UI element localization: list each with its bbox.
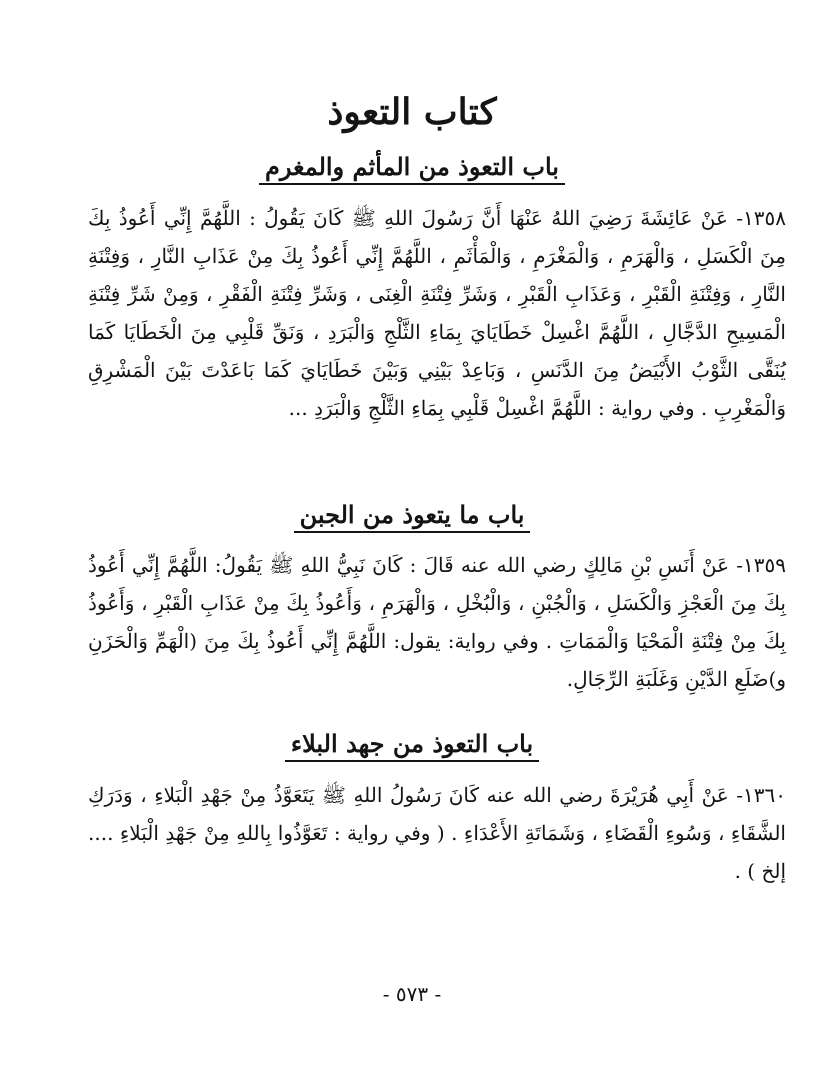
hadith-1358: [88, 199, 786, 427]
chapter-title-3-text: باب التعوذ من جهد البلاء: [285, 729, 539, 762]
hadith-number: ١٣٥٩-: [736, 553, 787, 577]
hadith-text: عَنْ عَائِشَةَ رَضِيَ اللهُ عَنْهَا أَنَّ رَسُولَ اللهِ ﷺ كَانَ يَقُولُ : اللَّهُمَّ إِنِّي أَعُوذُ بِكَ مِنَ الْكَسَلِ ، وَالْهَرَمِ ، وَالْمَغْرَمِ ، وَالْمَأْثَمِ ، اللَّهُمَّ إِنِّي أَعُوذُ بِكَ مِنْ عَذَابِ النَّارِ ، وَفِتْنَةِ النَّارِ ، وَفِتْنَةِ الْقَبْرِ ، وَعَذَابِ الْقَبْرِ ، وَشَرِّ فِتْنَةِ الْغِنَى ، وَشَرِّ فِتْنَةِ الْفَقْرِ ، وَمِنْ شَرِّ فِتْنَةِ الْمَسِيحِ الدَّجَّالِ ، اللَّهُمَّ اغْسِلْ خَطَايَايَ بِمَاءِ الثَّلْجِ وَالْبَرَدِ ، وَنَقِّ قَلْبِي مِنَ الْخَطَايَا كَمَا يُنَقَّى الثَّوْبُ الأَبْيَضُ مِنَ الدَّنَسِ ، وَبَاعِدْ بَيْنِي وَبَيْنَ خَطَايَايَ كَمَا بَاعَدْتَ بَيْنَ الْمَشْرِقِ وَالْمَغْرِبِ . وفي رواية : اللَّهُمَّ اغْسِلْ قَلْبِي بِمَاءِ الثَّلْجِ وَالْبَرَدِ ...: [88, 206, 786, 420]
hadith-number: ١٣٥٨-: [736, 206, 786, 230]
page-number: - ٥٧٣ -: [382, 982, 442, 1006]
hadith-1360: [88, 776, 786, 890]
chapter-title-1-text: باب التعوذ من المأثم والمغرم: [259, 152, 565, 185]
hadith-1359: [88, 546, 786, 698]
hadith-number: ١٣٦٠-: [736, 783, 786, 807]
chapter-title-2-text: باب ما يتعوذ من الجبن: [294, 500, 531, 533]
chapter-title-1: [0, 150, 824, 184]
hadith-text: عَنْ أَنَسِ بْنِ مَالِكٍ رضي الله عنه قَالَ : كَانَ نَبِيُّ اللهِ ﷺ يَقُولُ: اللَّهُمَّ إِنِّي أَعُوذُ بِكَ مِنَ الْعَجْزِ وَالْكَسَلِ ، وَالْجُبْنِ ، وَالْبُخْلِ ، وَالْهَرَمِ ، وَأَعُوذُ بِكَ مِنْ عَذَابِ الْقَبْرِ ، وَأَعُوذُ بِكَ مِنْ فِتْنَةِ الْمَحْيَا وَالْمَمَاتِ . وفي رواية: يقول: اللَّهُمَّ إِنِّي أَعُوذُ بِكَ مِنَ (الْهَمِّ وَالْحَزَنِ و)ضَلَعِ الدَّيْنِ وَغَلَبَةِ الرِّجَالِ.: [88, 553, 786, 691]
hadith-text: عَنْ أَبِي هُرَيْرَةَ رضي الله عنه كَانَ رَسُولُ اللهِ ﷺ يَتَعَوَّذُ مِنْ جَهْدِ الْبَلاءِ ، وَدَرَكِ الشَّقَاءِ ، وَسُوءِ الْقَضَاءِ ، وَشَمَاتَةِ الأَعْدَاءِ . ( وفي رواية : تَعَوَّذُوا بِاللهِ مِنْ جَهْدِ الْبَلاءِ .... إلخ ) .: [88, 783, 786, 883]
chapter-title-2: [0, 498, 824, 532]
chapter-title-3: [0, 727, 824, 761]
book-title: كتاب التعوذ: [327, 91, 497, 133]
